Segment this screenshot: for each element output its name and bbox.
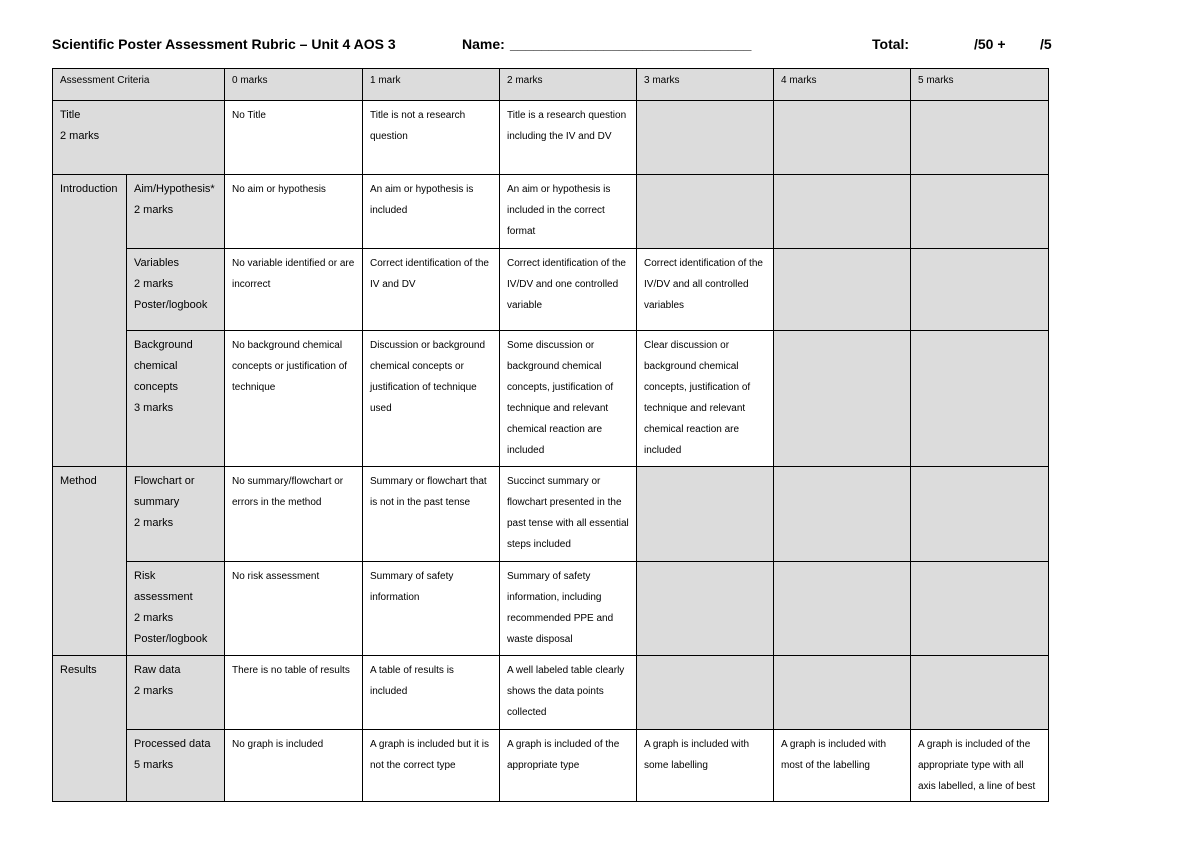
score-cell-3: Clear discussion or background chemical concepts, justification of technique and relevant chemical reaction are included	[637, 331, 774, 467]
table-row	[53, 101, 1049, 175]
criterion-marks: 2 marks	[134, 685, 174, 697]
score-cell-3	[637, 562, 774, 656]
name-label: Name:	[462, 36, 505, 52]
criterion-evidence: Poster/logbook	[134, 633, 208, 645]
section-label-introduction: Introduction	[53, 175, 127, 467]
score-cell-0: No risk assessment	[225, 562, 363, 656]
score-cell-0: No Title	[225, 101, 363, 175]
total-out-of-50: /50 +	[974, 36, 1006, 52]
score-cell-1: Summary of safety information	[363, 562, 500, 656]
score-cell-4	[774, 175, 911, 249]
table-row	[53, 562, 1049, 656]
score-cell-0: No graph is included	[225, 730, 363, 802]
criterion-name: Aim/Hypothesis*	[134, 183, 215, 195]
header-1-mark: 1 mark	[363, 69, 500, 101]
score-cell-0: No aim or hypothesis	[225, 175, 363, 249]
header-5-marks: 5 marks	[911, 69, 1049, 101]
criterion-cell	[127, 467, 225, 562]
score-cell-4	[774, 562, 911, 656]
header-3-marks: 3 marks	[637, 69, 774, 101]
criterion-name: Processed data	[134, 738, 211, 750]
score-cell-5	[911, 249, 1049, 331]
score-cell-5	[911, 175, 1049, 249]
score-cell-2: A well labeled table clearly shows the data points collected	[500, 656, 637, 730]
criterion-name: Variables	[134, 257, 180, 269]
score-cell-5: A graph is included of the appropriate type with all axis labelled, a line of best	[911, 730, 1049, 802]
criterion-name: Risk assessment	[134, 570, 193, 603]
criterion-cell	[127, 730, 225, 802]
rubric-table	[52, 68, 1049, 802]
criterion-name: Raw data	[134, 664, 181, 676]
score-cell-0: No background chemical concepts or justification of technique	[225, 331, 363, 467]
criterion-marks: 2 marks	[134, 204, 174, 216]
criterion-evidence: Poster/logbook	[134, 299, 208, 311]
score-cell-4	[774, 249, 911, 331]
score-cell-1: Correct identification of the IV and DV	[363, 249, 500, 331]
score-cell-1: An aim or hypothesis is included	[363, 175, 500, 249]
criterion-marks: 2 marks	[134, 517, 174, 529]
score-cell-2: Some discussion or background chemical concepts, justification of technique and relevant chemical reaction are included	[500, 331, 637, 467]
score-cell-3	[637, 101, 774, 175]
document-header	[52, 36, 1062, 56]
score-cell-1: Summary or flowchart that is not in the past tense	[363, 467, 500, 562]
table-row	[53, 331, 1049, 467]
score-cell-4	[774, 101, 911, 175]
criterion-marks: 3 marks	[134, 402, 174, 414]
header-assessment-criteria: Assessment Criteria	[53, 69, 225, 101]
table-row	[53, 175, 1049, 249]
score-cell-2: Title is a research question including the IV and DV	[500, 101, 637, 175]
score-cell-5	[911, 331, 1049, 467]
score-cell-0: No variable identified or are incorrect	[225, 249, 363, 331]
score-cell-3	[637, 656, 774, 730]
score-cell-4	[774, 331, 911, 467]
header-4-marks: 4 marks	[774, 69, 911, 101]
criterion-marks: 5 marks	[134, 759, 174, 771]
score-cell-5	[911, 562, 1049, 656]
score-cell-3: A graph is included with some labelling	[637, 730, 774, 802]
criterion-name: Background chemical concepts	[134, 339, 193, 393]
score-cell-0: No summary/flowchart or errors in the method	[225, 467, 363, 562]
score-cell-2: An aim or hypothesis is included in the correct format	[500, 175, 637, 249]
rubric-header-row	[53, 69, 1049, 101]
document-title: Scientific Poster Assessment Rubric – Unit 4 AOS 3	[52, 36, 396, 52]
score-cell-2: Summary of safety information, including recommended PPE and waste disposal	[500, 562, 637, 656]
criterion-cell	[53, 101, 225, 175]
criterion-marks: 2 marks	[134, 278, 174, 290]
score-cell-1: Title is not a research question	[363, 101, 500, 175]
table-row	[53, 730, 1049, 802]
header-2-marks: 2 marks	[500, 69, 637, 101]
name-field-line: _______________________________	[510, 36, 752, 52]
score-cell-5	[911, 656, 1049, 730]
total-out-of-5: /5	[1040, 36, 1052, 52]
criterion-cell	[127, 331, 225, 467]
score-cell-2: Correct identification of the IV/DV and one controlled variable	[500, 249, 637, 331]
table-row	[53, 467, 1049, 562]
score-cell-1: A graph is included but it is not the correct type	[363, 730, 500, 802]
section-label-results: Results	[53, 656, 127, 802]
score-cell-3: Correct identification of the IV/DV and all controlled variables	[637, 249, 774, 331]
score-cell-3	[637, 175, 774, 249]
criterion-cell	[127, 249, 225, 331]
total-label: Total:	[872, 36, 910, 52]
score-cell-4	[774, 656, 911, 730]
criterion-cell	[127, 656, 225, 730]
criterion-cell	[127, 175, 225, 249]
table-row	[53, 656, 1049, 730]
score-cell-2: A graph is included of the appropriate type	[500, 730, 637, 802]
criterion-marks: 2 marks	[60, 130, 100, 142]
score-cell-3	[637, 467, 774, 562]
section-label-method: Method	[53, 467, 127, 656]
criterion-name: Flowchart or summary	[134, 475, 195, 508]
criterion-name: Title	[60, 109, 81, 121]
header-0-marks: 0 marks	[225, 69, 363, 101]
score-cell-0: There is no table of results	[225, 656, 363, 730]
score-cell-5	[911, 467, 1049, 562]
score-cell-4: A graph is included with most of the labelling	[774, 730, 911, 802]
score-cell-2: Succinct summary or flowchart presented in the past tense with all essential steps included	[500, 467, 637, 562]
score-cell-5	[911, 101, 1049, 175]
criterion-marks: 2 marks	[134, 612, 174, 624]
criterion-cell	[127, 562, 225, 656]
score-cell-1: Discussion or background chemical concepts or justification of technique used	[363, 331, 500, 467]
table-row	[53, 249, 1049, 331]
score-cell-1: A table of results is included	[363, 656, 500, 730]
score-cell-4	[774, 467, 911, 562]
